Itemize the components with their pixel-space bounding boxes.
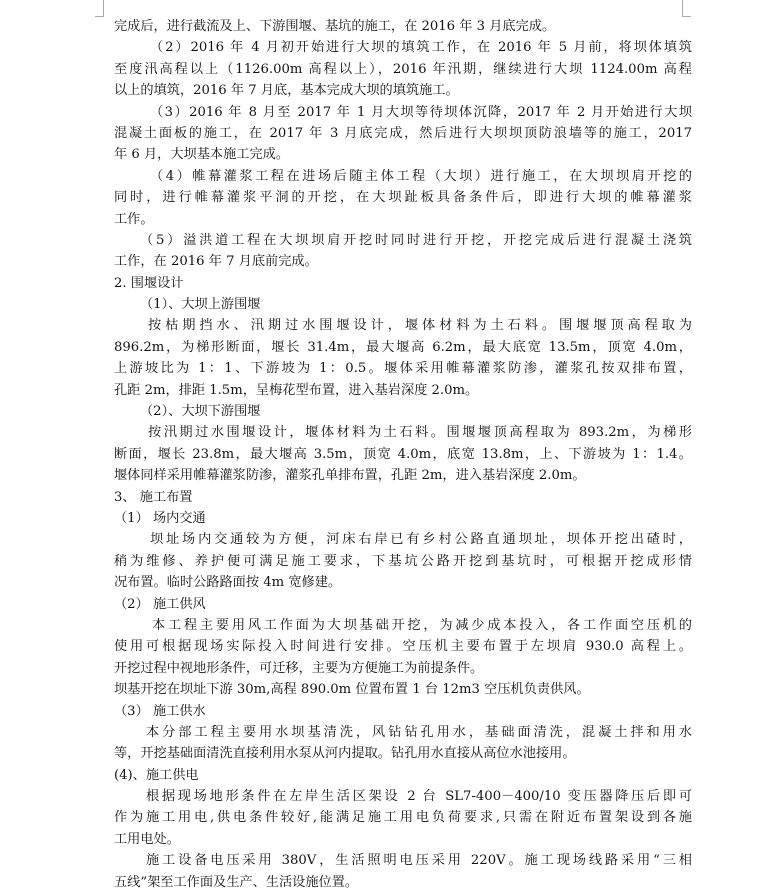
text-line: 作为施工用电,供电条件较好,能满足施工用电负荷要求,只需在附近布置架设到各施	[114, 810, 692, 826]
text-line: 施工设备电压采用 380V，生活照明电压采用 220V。施工现场线路采用“三相	[146, 853, 692, 869]
text-line: （1）、大坝上游围堰	[140, 297, 261, 313]
text-line: 按枯期挡水、汛期过水围堰设计，堰体材料为土石料。围堰堰顶高程取为	[148, 318, 692, 334]
text-line: 按汛期过水围堰设计，堰体材料为土石料。围堰堰顶高程取为 893.2m，为梯形	[148, 425, 692, 441]
text-line: （4）帷幕灌浆工程在进场后随主体工程（大坝）进行施工，在大坝坝肩开挖的	[150, 168, 692, 184]
text-line: 同时，进行帷幕灌浆平洞的开挖，在大坝趾板具备条件后，即进行大坝的帷幕灌浆	[114, 190, 692, 206]
text-line: 工用电处。	[114, 831, 180, 847]
text-line: 况布置。临时公路路面按 4m 宽修建。	[114, 575, 342, 591]
text-line: 工作，在 2016 年 7 月底前完成。	[114, 254, 318, 270]
text-line: 坝址场内交通较为方便，河床右岸已有乡村公路直通坝址，坝体开挖出碴时，	[150, 532, 692, 548]
text-line: （2） 施工供风	[114, 596, 206, 612]
text-line: （1） 场内交通	[114, 510, 206, 526]
text-line: 本工程主要用风工作面为大坝基础开挖，为减少成本投入，各工作面空压机的	[152, 617, 692, 633]
text-line: （2）2016 年 4 月初开始进行大坝的填筑工作，在 2016 年 5 月前，将坝体填筑	[150, 40, 692, 56]
document-body	[114, 16, 692, 893]
text-line: 896.2m，为梯形断面，堰长 31.4m，最大堰高 6.2m，最大底宽 13.5m，顶宽 4.0m，	[114, 339, 692, 355]
text-line: (4)、施工供电	[114, 767, 199, 783]
text-line: 堰体同样采用帷幕灌浆防渗，灌浆孔单排布置，孔距 2m，进入基岩深度 2.0m。	[114, 468, 586, 484]
text-line: （2）、大坝下游围堰	[140, 404, 261, 420]
text-line: 年 6 月，大坝基本施工完成。	[114, 147, 290, 163]
text-line: 根据现场地形条件在左岸生活区架设 2 台 SL7-400－400/10 变压器降压后即可	[146, 789, 692, 805]
text-line: （3）2016 年 8 月至 2017 年 1 月大坝等待坝体沉降，2017 年 2 月开始进行大坝	[150, 104, 692, 120]
text-line: 使用可根据现场实际投入时间进行安排。空压机主要布置于左坝肩 930.0 高程上。	[114, 639, 692, 655]
text-line: 至度汛高程以上（1126.00m 高程以上），2016 年汛期，继续进行大坝 1124.00m 高程	[114, 61, 692, 77]
text-line: 稍为维修、养护便可满足施工要求，下基坑公路开挖到基坑时，可根据开挖成形情	[114, 553, 692, 569]
text-line: 2. 围堰设计	[114, 275, 184, 291]
text-line: 以上的填筑，2016 年 7 月底，基本完成大坝的填筑施工。	[114, 83, 459, 99]
text-line: （5）溢洪道工程在大坝坝肩开挖时同时进行开挖，开挖完成后进行混凝土浇筑	[140, 232, 692, 248]
text-line: 开挖过程中视地形条件，可迁移，主要为方便施工为前提条件。	[114, 660, 484, 676]
text-line: 工作。	[114, 211, 154, 227]
text-line: 等，开挖基础面清洗直接利用水泵从河内提取。钻孔用水直接从高位水池接用。	[114, 746, 576, 762]
text-line: 本分部工程主要用水坝基清洗，风钻钻孔用水，基础面清洗，混凝土拌和用水	[146, 724, 692, 740]
text-line: （3） 施工供水	[114, 703, 206, 719]
text-line: 完成后，进行截流及上、下游围堰、基坑的施工，在 2016 年 3 月底完成。	[114, 19, 556, 34]
margin-corner-mark-right	[682, 0, 691, 17]
text-line: 混凝土面板的施工，在 2017 年 3 月底完成，然后进行大坝坝顶防浪墙等的施工，2017	[114, 125, 692, 141]
text-line: 坝基开挖在坝址下游 30m,高程 890.0m 位置布置 1 台 12m3 空压机负责供风。	[114, 682, 590, 698]
text-line: 断面，堰长 23.8m，最大堰高 3.5m，顶宽 4.0m，底宽 13.8m，上、下游坡为 1：1.4。	[114, 446, 692, 462]
text-line: 孔距 2m，排距 1.5m，呈梅花型布置，进入基岩深度 2.0m。	[114, 382, 479, 398]
text-line: 上游坡比为 1：1、下游坡为 1：0.5。堰体采用帷幕灌浆防渗，灌浆孔按双排布置，	[114, 361, 692, 377]
text-line: 五线”架至工作面及生产、生活设施位置。	[114, 874, 359, 890]
text-line: 3、 施工布置	[114, 489, 193, 505]
margin-corner-mark-left	[95, 0, 104, 17]
